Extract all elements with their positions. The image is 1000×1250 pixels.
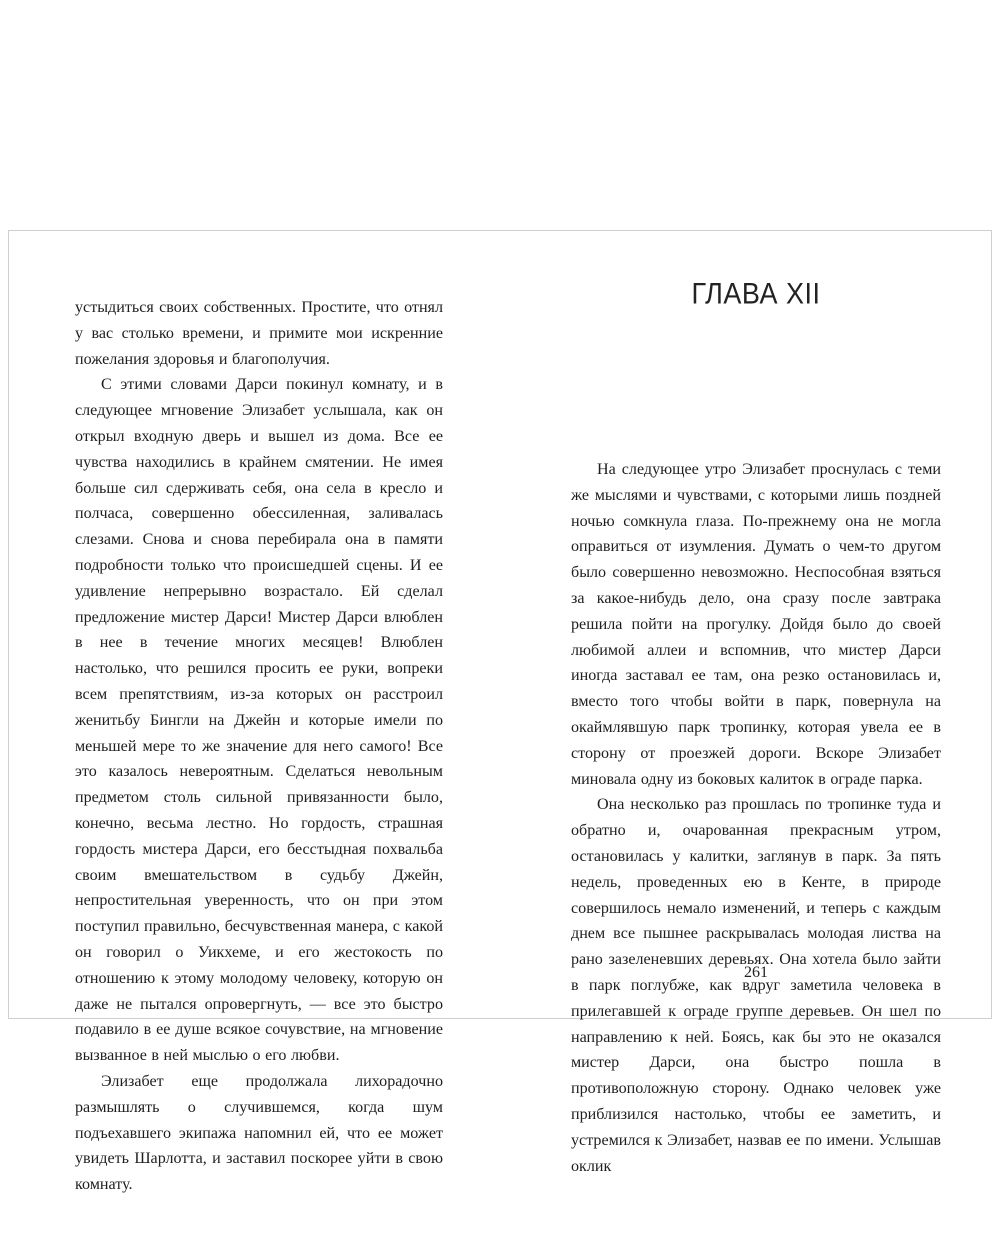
page-number: 261 xyxy=(744,964,768,981)
left-paragraph-2: С этими словами Дарси покинул комнату, и в следующее мгновение Элизабет услышала, как он открыл входную дверь и вышел из дома. Все ее чувства находились в крайнем смятении. Не имея больше сил сдерживать себя, она села в кресло и полчаса, совершенно обессиленная, заливалась слезами. Снова и снова перебирала она в памяти подробности только что происшедшей сцены. И ее удивление непрерывно возрастало. Ей сделал предложение мистер Дарси! Мистер Дарси влюблен в нее в течение многих месяцев! Влюблен настолько, что решился просить ее руки, вопреки всем препятствиям, из-за которых он расстроил женитьбу Бингли на Джейн и которые имели по меньшей мере то же значение для него самого! Все это казалось невероятным. Сделаться невольным предметом столь сильной привязанности было, конечно, весьма лестно. Но гордость, страшная гордость мистера Дарси, его бесстыдная похвальба своим вмешательством в судьбу Джейн, непростительная уверенность, что он при этом поступил правильно, бесчувственная манера, с какой он говорил о Уикхеме, и его жестокость по отношению к этому молодому человеку, которую он даже не пытался опровергнуть, — все это быстро подавило в ее душе всякое сочувствие, на мгновение вызванное в ней мыслью о его любви. xyxy=(75,376,443,1065)
left-paragraph-3: Элизабет еще продолжала лихорадочно размышлять о случившемся, когда шум подъехавшего экипажа напомнил ей, что ее может увидеть Шарлотта, и заставил поскорее уйти в свою комнату. xyxy=(75,1072,443,1194)
chapter-title: ГЛАВА XII xyxy=(691,277,821,311)
left-page xyxy=(75,295,443,1198)
left-paragraph-1: устыдиться своих собственных. Простите, что отнял у вас столько времени, и примите мои искренние пожелания здоровья и благополучия. xyxy=(75,299,443,368)
book-spread xyxy=(8,230,992,1194)
right-page xyxy=(571,457,941,1179)
right-paragraph-2: Она несколько раз прошлась по тропинке туда и обратно и, очарованная прекрасным утром, остановилась у калитки, заглянув в парк. За пять недель, проведенных ею в Кенте, в природе совершилось немало изменений, и теперь с каждым днем все пышнее раскрывалась молодая листва на рано зазеленевших деревьях. Она хотела было зайти в парк поглубже, как вдруг заметила человека в прилегавшей к ограде группе деревьев. Он шел по направлению к ней. Боясь, как бы это не оказался мистер Дарси, она быстро пошла в противоположную сторону. Однако человек уже приблизился настолько, чтобы ее заметить, и устремился к Элизабет, назвав ее по имени. Услышав оклик xyxy=(571,796,941,1175)
right-paragraph-1: На следующее утро Элизабет проснулась с теми же мыслями и чувствами, с которыми лишь поздней ночью сомкнула глаза. По-прежнему она не могла оправиться от изумления. Думать о чем-то другом было совершенно невозможно. Неспособная взяться за какое-нибудь дело, она сразу после завтрака решила пойти на прогулку. Дойдя было до своей любимой аллеи и вспомнив, что мистер Дарси иногда заставал ее там, она резко остановилась и, вместо того чтобы войти в парк, повернула на окаймлявшую парк тропинку, которая увела ее в сторону от проезжей дороги. Вскоре Элизабет миновала одну из боковых калиток в ограде парка. xyxy=(571,461,941,788)
